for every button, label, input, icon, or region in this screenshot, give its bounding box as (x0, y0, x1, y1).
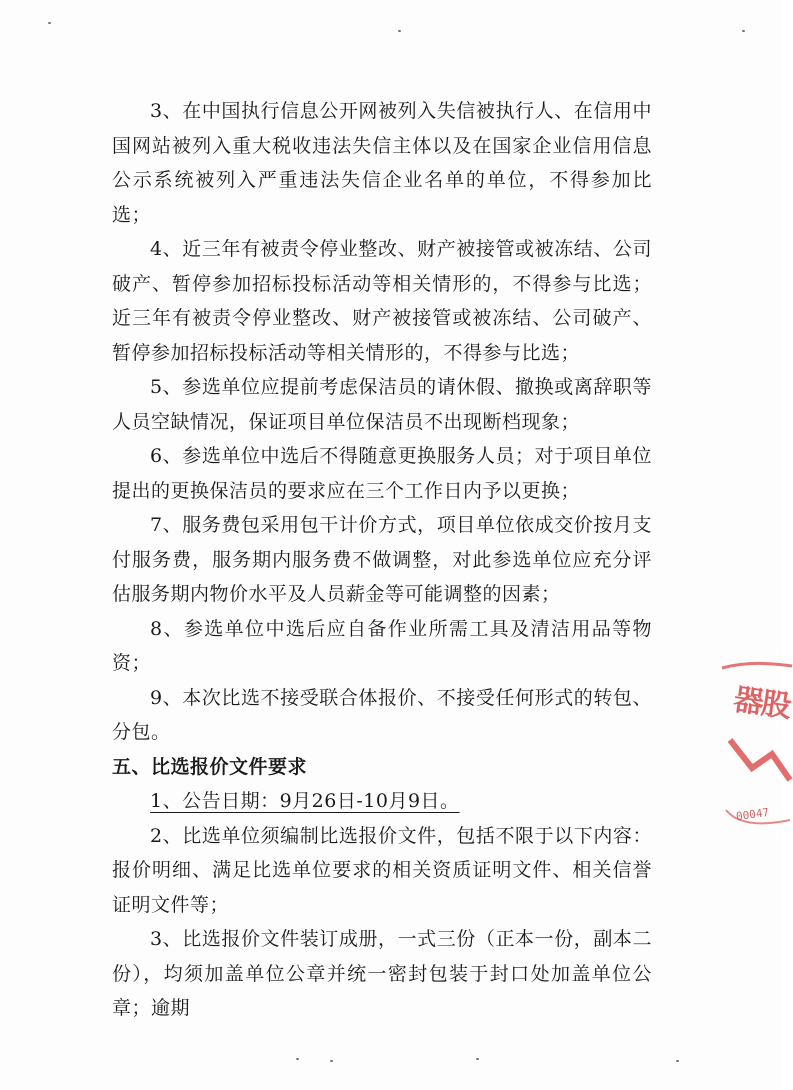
section-item-1 (112, 784, 652, 819)
scan-speck (398, 30, 401, 32)
seal-stamp-text: 器股 (731, 682, 792, 725)
section-item-2: 2、比选单位须编制比选报价文件，包括不限于以下内容：报价明细、满足比选单位要求的相关资质证明文件、相关信誉证明文件等； (112, 824, 652, 916)
document-body (112, 94, 652, 1026)
paragraph-7: 7、服务费包采用包干计价方式，项目单位依成交价按月支付服务费，服务期内服务费不做调整，对此参选单位应充分评估服务期内物价水平及人员薪金等可能调整的因素； (112, 514, 652, 605)
paragraph-9: 9、本次比选不接受联合体报价、不接受任何形式的转包、分包。 (112, 686, 652, 743)
paragraph-3: 3、在中国执行信息公开网被列入失信被执行人、在信用中国网站被列入重大税收违法失信主体以及在国家企业信用信息公示系统被列入严重违法失信企业名单的单位，不得参加比选； (112, 100, 652, 226)
scan-speck (476, 1058, 479, 1060)
paragraph-5: 5、参选单位应提前考虑保洁员的请休假、撤换或离辞职等人员空缺情况，保证项目单位保洁员不出现断档现象； (112, 376, 652, 433)
seal-stamp-number: 00047 (735, 805, 770, 824)
scan-speck (676, 1060, 679, 1062)
scan-speck (742, 30, 745, 32)
paragraph-6: 6、参选单位中选后不得随意更换服务人员；对于项目单位提出的更换保洁员的要求应在三个工作日内予以更换； (112, 445, 652, 502)
paragraph-8: 8、参选单位中选后应自备作业所需工具及清洁用品等物资； (112, 617, 652, 674)
seal-stamp (712, 660, 792, 840)
paragraph-4: 4、近三年有被责令停业整改、财产被接管或被冻结、公司破产、暂停参加招标投标活动等相关情形的，不得参与比选；近三年有被责令停业整改、财产被接管或被冻结、公司破产、暂停参加招标投标活动等相关情形的，不得参与比选； (112, 238, 652, 364)
section-heading: 五、比选报价文件要求 (112, 755, 308, 778)
section-item-3: 3、比选报价文件装订成册，一式三份（正本一份，副本二份），均须加盖单位公章并统一密封包装于封口处加盖单位公章；逾期 (112, 928, 652, 1019)
announcement-date: 1、公告日期：9月26日-10月9日。 (150, 790, 460, 812)
scan-speck (330, 1060, 333, 1062)
scan-speck (48, 22, 51, 24)
scan-speck (296, 1058, 299, 1060)
